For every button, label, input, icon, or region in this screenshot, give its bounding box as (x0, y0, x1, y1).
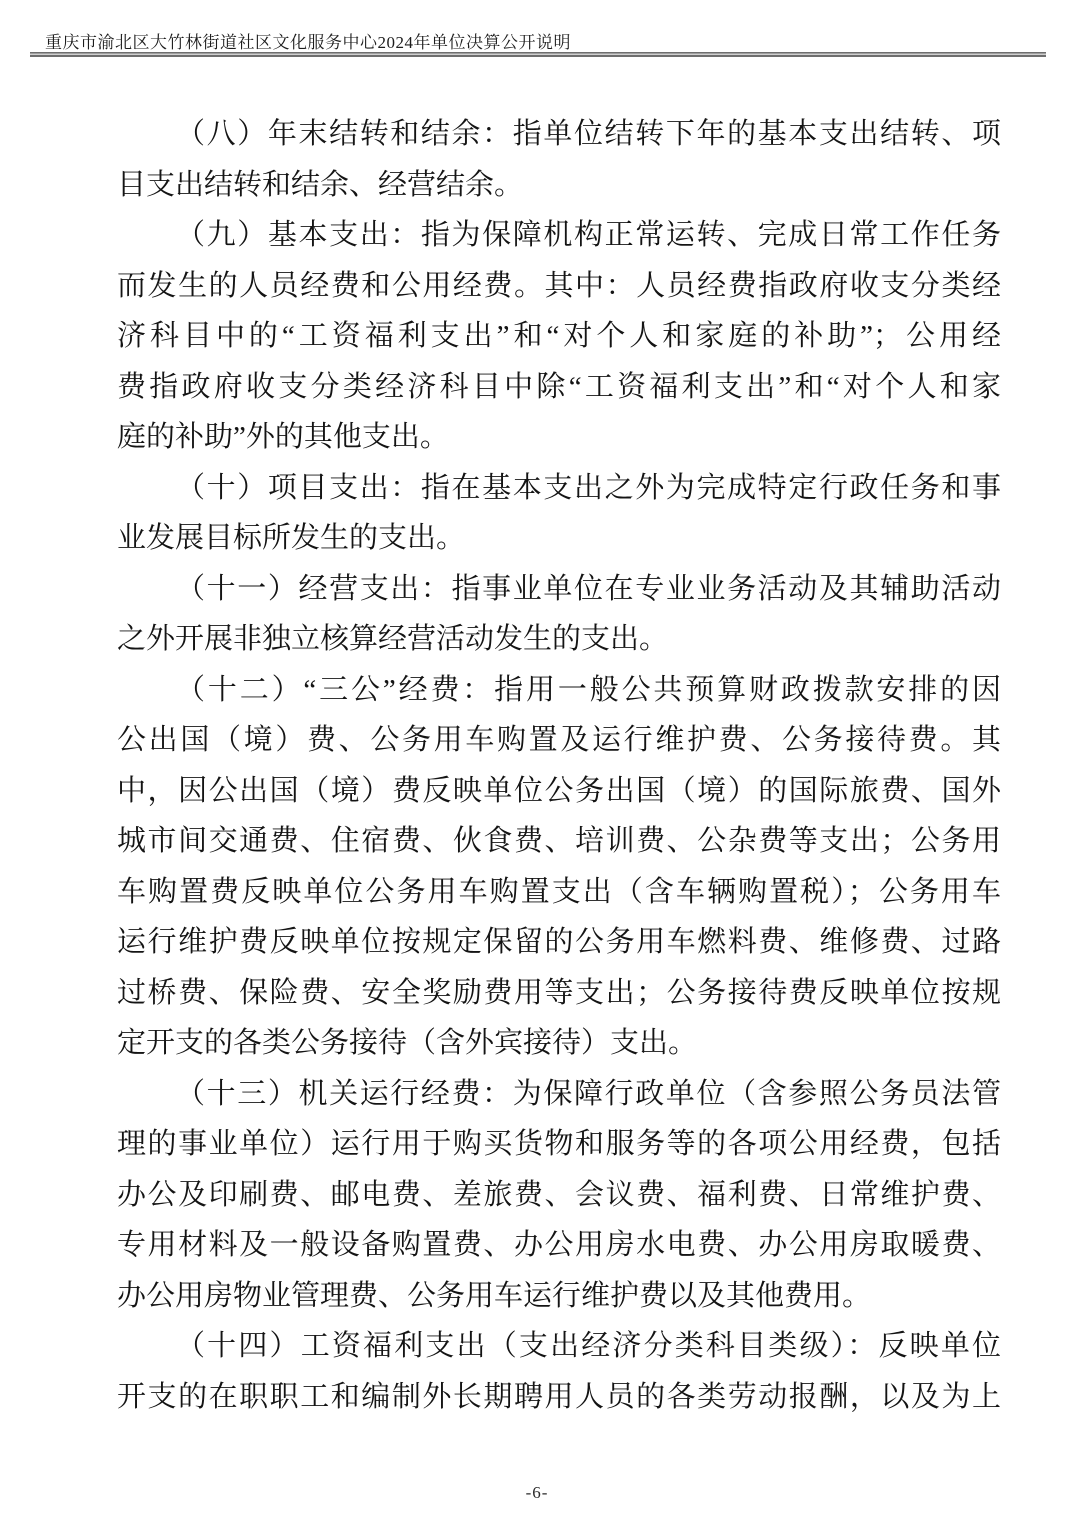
page-footer (0, 1483, 1074, 1503)
body-line: （十）项目支出：指在基本支出之外为完成特定行政任务和事 (176, 471, 1001, 504)
body-line: （八）年末结转和结余：指单位结转下年的基本支出结转、项 (176, 118, 1001, 150)
body-line: 中，因公出国（境）费反映单位公务出国（境）的国际旅费、国外 (117, 774, 1001, 807)
body-line: 城市间交通费、住宿费、伙食费、培训费、公杂费等支出；公务用 (117, 825, 1001, 857)
body-line: 办公及印刷费、邮电费、差旅费、会议费、福利费、日常维护费、 (117, 1178, 1001, 1211)
body-line: 开支的在职职工和编制外长期聘用人员的各类劳动报酬，以及为上 (117, 1380, 1001, 1413)
body-line: （十四）工资福利支出（支出经济分类科目类级）：反映单位 (176, 1330, 1001, 1362)
body-line: 过桥费、保险费、安全奖励费用等支出；公务接待费反映单位按规 (117, 976, 1001, 1009)
body-line: 车购置费反映单位公务用车购置支出（含车辆购置税）；公务用车 (117, 875, 1001, 908)
body-line: 专用材料及一般设备购置费、办公用房水电费、办公用房取暖费、 (117, 1229, 1001, 1261)
body-line: 办公用房物业管理费、公务用车运行维护费以及其他费用。 (117, 1279, 872, 1312)
body-line: 定开支的各类公务接待（含外宾接待）支出。 (117, 1027, 698, 1059)
body-line: （十一）经营支出：指事业单位在专业业务活动及其辅助活动 (176, 572, 1001, 605)
body-line: 理的事业单位）运行用于购买货物和服务等的各项公用经费，包括 (117, 1128, 1001, 1160)
header-title: 重庆市渝北区大竹林街道社区文化服务中心2024年单位决算公开说明 (45, 33, 571, 52)
body-line: 目支出结转和结余、经营结余。 (117, 168, 524, 201)
body-line: （十二）“三公”经费：指用一般公共预算财政拨款安排的因 (176, 673, 1001, 706)
footer-page-number: -6- (525, 1483, 549, 1502)
body-line: 庭的补助”外的其他支出。 (117, 421, 449, 453)
body-line: 公出国（境）费、公务用车购置及运行维护费、公务接待费。其 (117, 724, 1001, 756)
body-line: （十三）机关运行经费：为保障行政单位（含参照公务员法管 (176, 1077, 1001, 1110)
document-body (117, 109, 1001, 1422)
body-line: 运行维护费反映单位按规定保留的公务用车燃料费、维修费、过路 (117, 926, 1001, 958)
body-line: 之外开展非独立核算经营活动发生的支出。 (117, 623, 669, 655)
body-line: 费指政府收支分类经济科目中除“工资福利支出”和“对个人和家 (117, 370, 1001, 403)
body-line: 而发生的人员经费和公用经费。其中：人员经费指政府收支分类经 (117, 269, 1001, 302)
header-rule (30, 52, 1046, 57)
page-header (45, 28, 571, 53)
body-line: 业发展目标所发生的支出。 (117, 522, 466, 554)
body-line: （九）基本支出：指为保障机构正常运转、完成日常工作任务 (176, 219, 1001, 251)
body-line: 济科目中的“工资福利支出”和“对个人和家庭的补助”；公用经 (117, 320, 1001, 352)
